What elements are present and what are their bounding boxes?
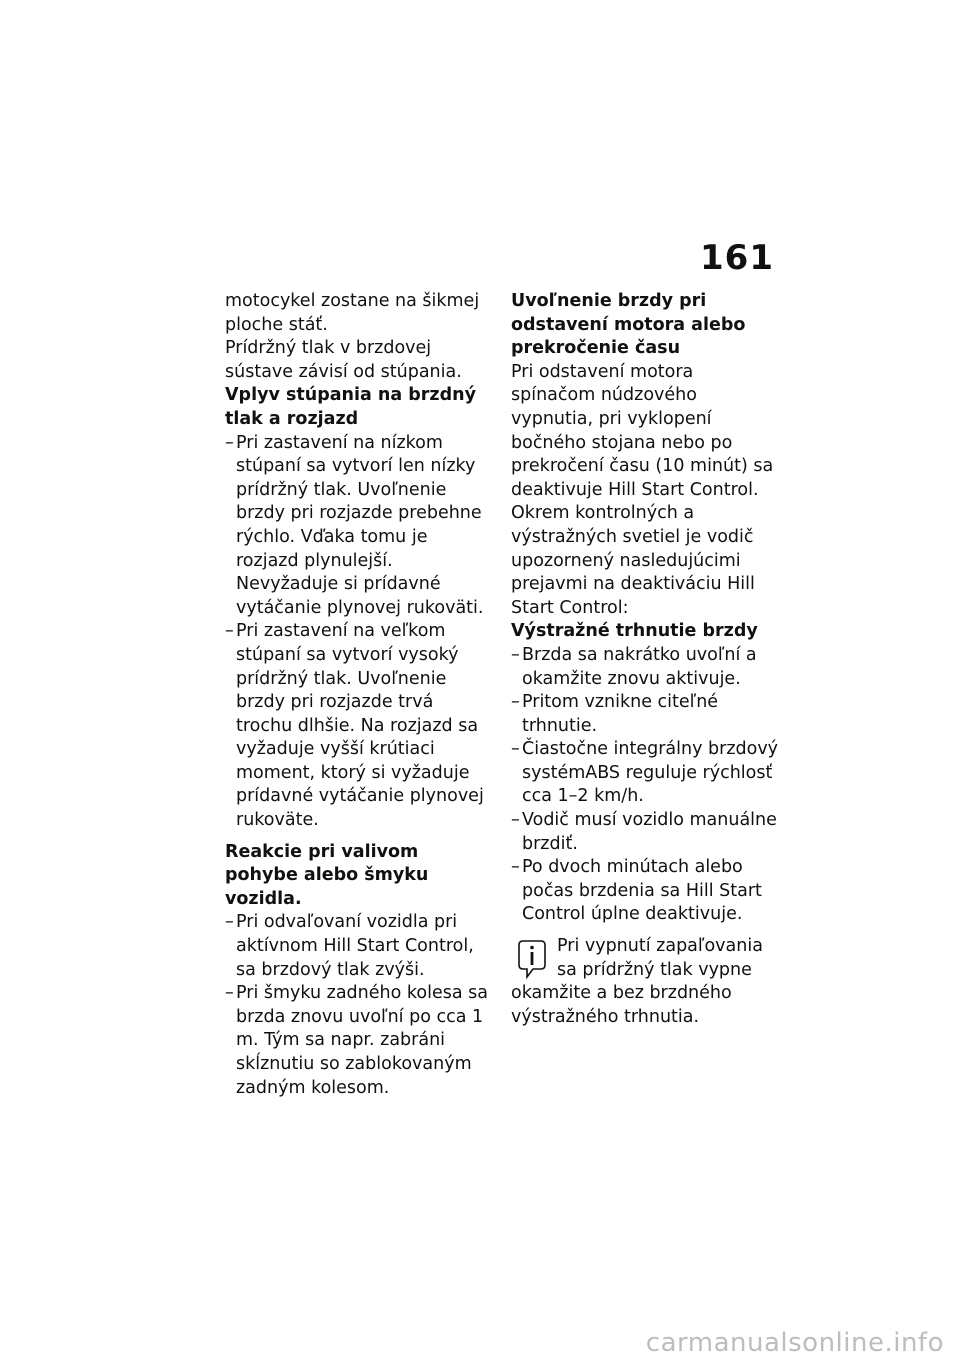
list-item: – Vodič musí vozidlo manuálne brzdiť. [511, 809, 779, 856]
note-text: Pri vypnutí zapaľovania sa prídržný tlak vypne okamžite a bez brzdného výstražného trhnutia. [511, 936, 763, 1027]
info-icon [511, 939, 549, 981]
list-item: – Pri odvaľovaní vozidla pri aktívnom Hill Start Control, sa brzdový tlak zvýši. [225, 911, 493, 982]
slope-list [225, 432, 493, 833]
list-item: – Pri zastavení na veľkom stúpaní sa vytvorí vysoký prídržný tlak. Uvoľnenie brzdy pri rozjazde trvá trochu dlhšie. Na rozjazd sa vyžaduje vyšší krútiaci moment, ktorý si vyžaduje prídavné vytáčanie plynovej rukoväte. [225, 620, 493, 832]
list-item: – Brzda sa nakrátko uvoľní a okamžite znovu aktivuje. [511, 644, 779, 691]
list-item: – Čiastočne integrálny brzdový systémABS reguluje rýchlosť cca 1–2 km/h. [511, 738, 779, 809]
jolt-list [511, 644, 779, 927]
list-item: – Pri šmyku zadného kolesa sa brzda znovu uvoľní po cca 1 m. Tým sa napr. zabráni skĺznutiu so zablokovaným zadným kolesom. [225, 982, 493, 1100]
list-item: – Pritom vznikne citeľné trhnutie. [511, 691, 779, 738]
watermark: carmanualsonline.info [645, 1328, 944, 1358]
intro-paragraph-1: motocykel zostane na šikmej ploche stáť. [225, 291, 480, 335]
intro-paragraph-2: Prídržný tlak v brzdovej sústave závisí od stúpania. [225, 338, 462, 382]
section-heading-jolt: Výstražné trhnutie brzdy [511, 621, 758, 642]
list-item: – Pri zastavení na nízkom stúpaní sa vytvorí len nízky prídržný tlak. Uvoľnenie brzdy pri rozjazde prebehne rýchlo. Vďaka tomu je rozjazd plynulejší. Nevyžaduje si prídavné vytáčanie plynovej rukoväti. [225, 432, 493, 621]
section-heading-rolling: Reakcie pri valivom pohybe alebo šmyku vozidla. [225, 841, 429, 909]
section-heading-release: Uvoľnenie brzdy pri odstavení motora alebo prekročenie času [511, 291, 746, 359]
right-column [511, 290, 779, 1029]
warning-paragraph: Okrem kontrolných a výstražných svetiel je vodič upozornený nasledujúcimi prejavmi na deaktiváciu Hill Start Control: [511, 503, 755, 618]
section-heading-slope: Vplyv stúpania na brzdný tlak a rozjazd [225, 385, 477, 429]
page-number: 161 [700, 238, 774, 278]
list-item: – Po dvoch minútach alebo počas brzdenia sa Hill Start Control úplne deaktivuje. [511, 856, 779, 927]
release-paragraph: Pri odstavení motora spínačom núdzového vypnutia, pri vyklopení bočného stojana nebo po prekročení času (10 minút) sa deaktivuje Hill Start Control. [511, 361, 774, 500]
rolling-list [225, 911, 493, 1100]
left-column [225, 290, 493, 1100]
info-note [511, 935, 779, 1029]
